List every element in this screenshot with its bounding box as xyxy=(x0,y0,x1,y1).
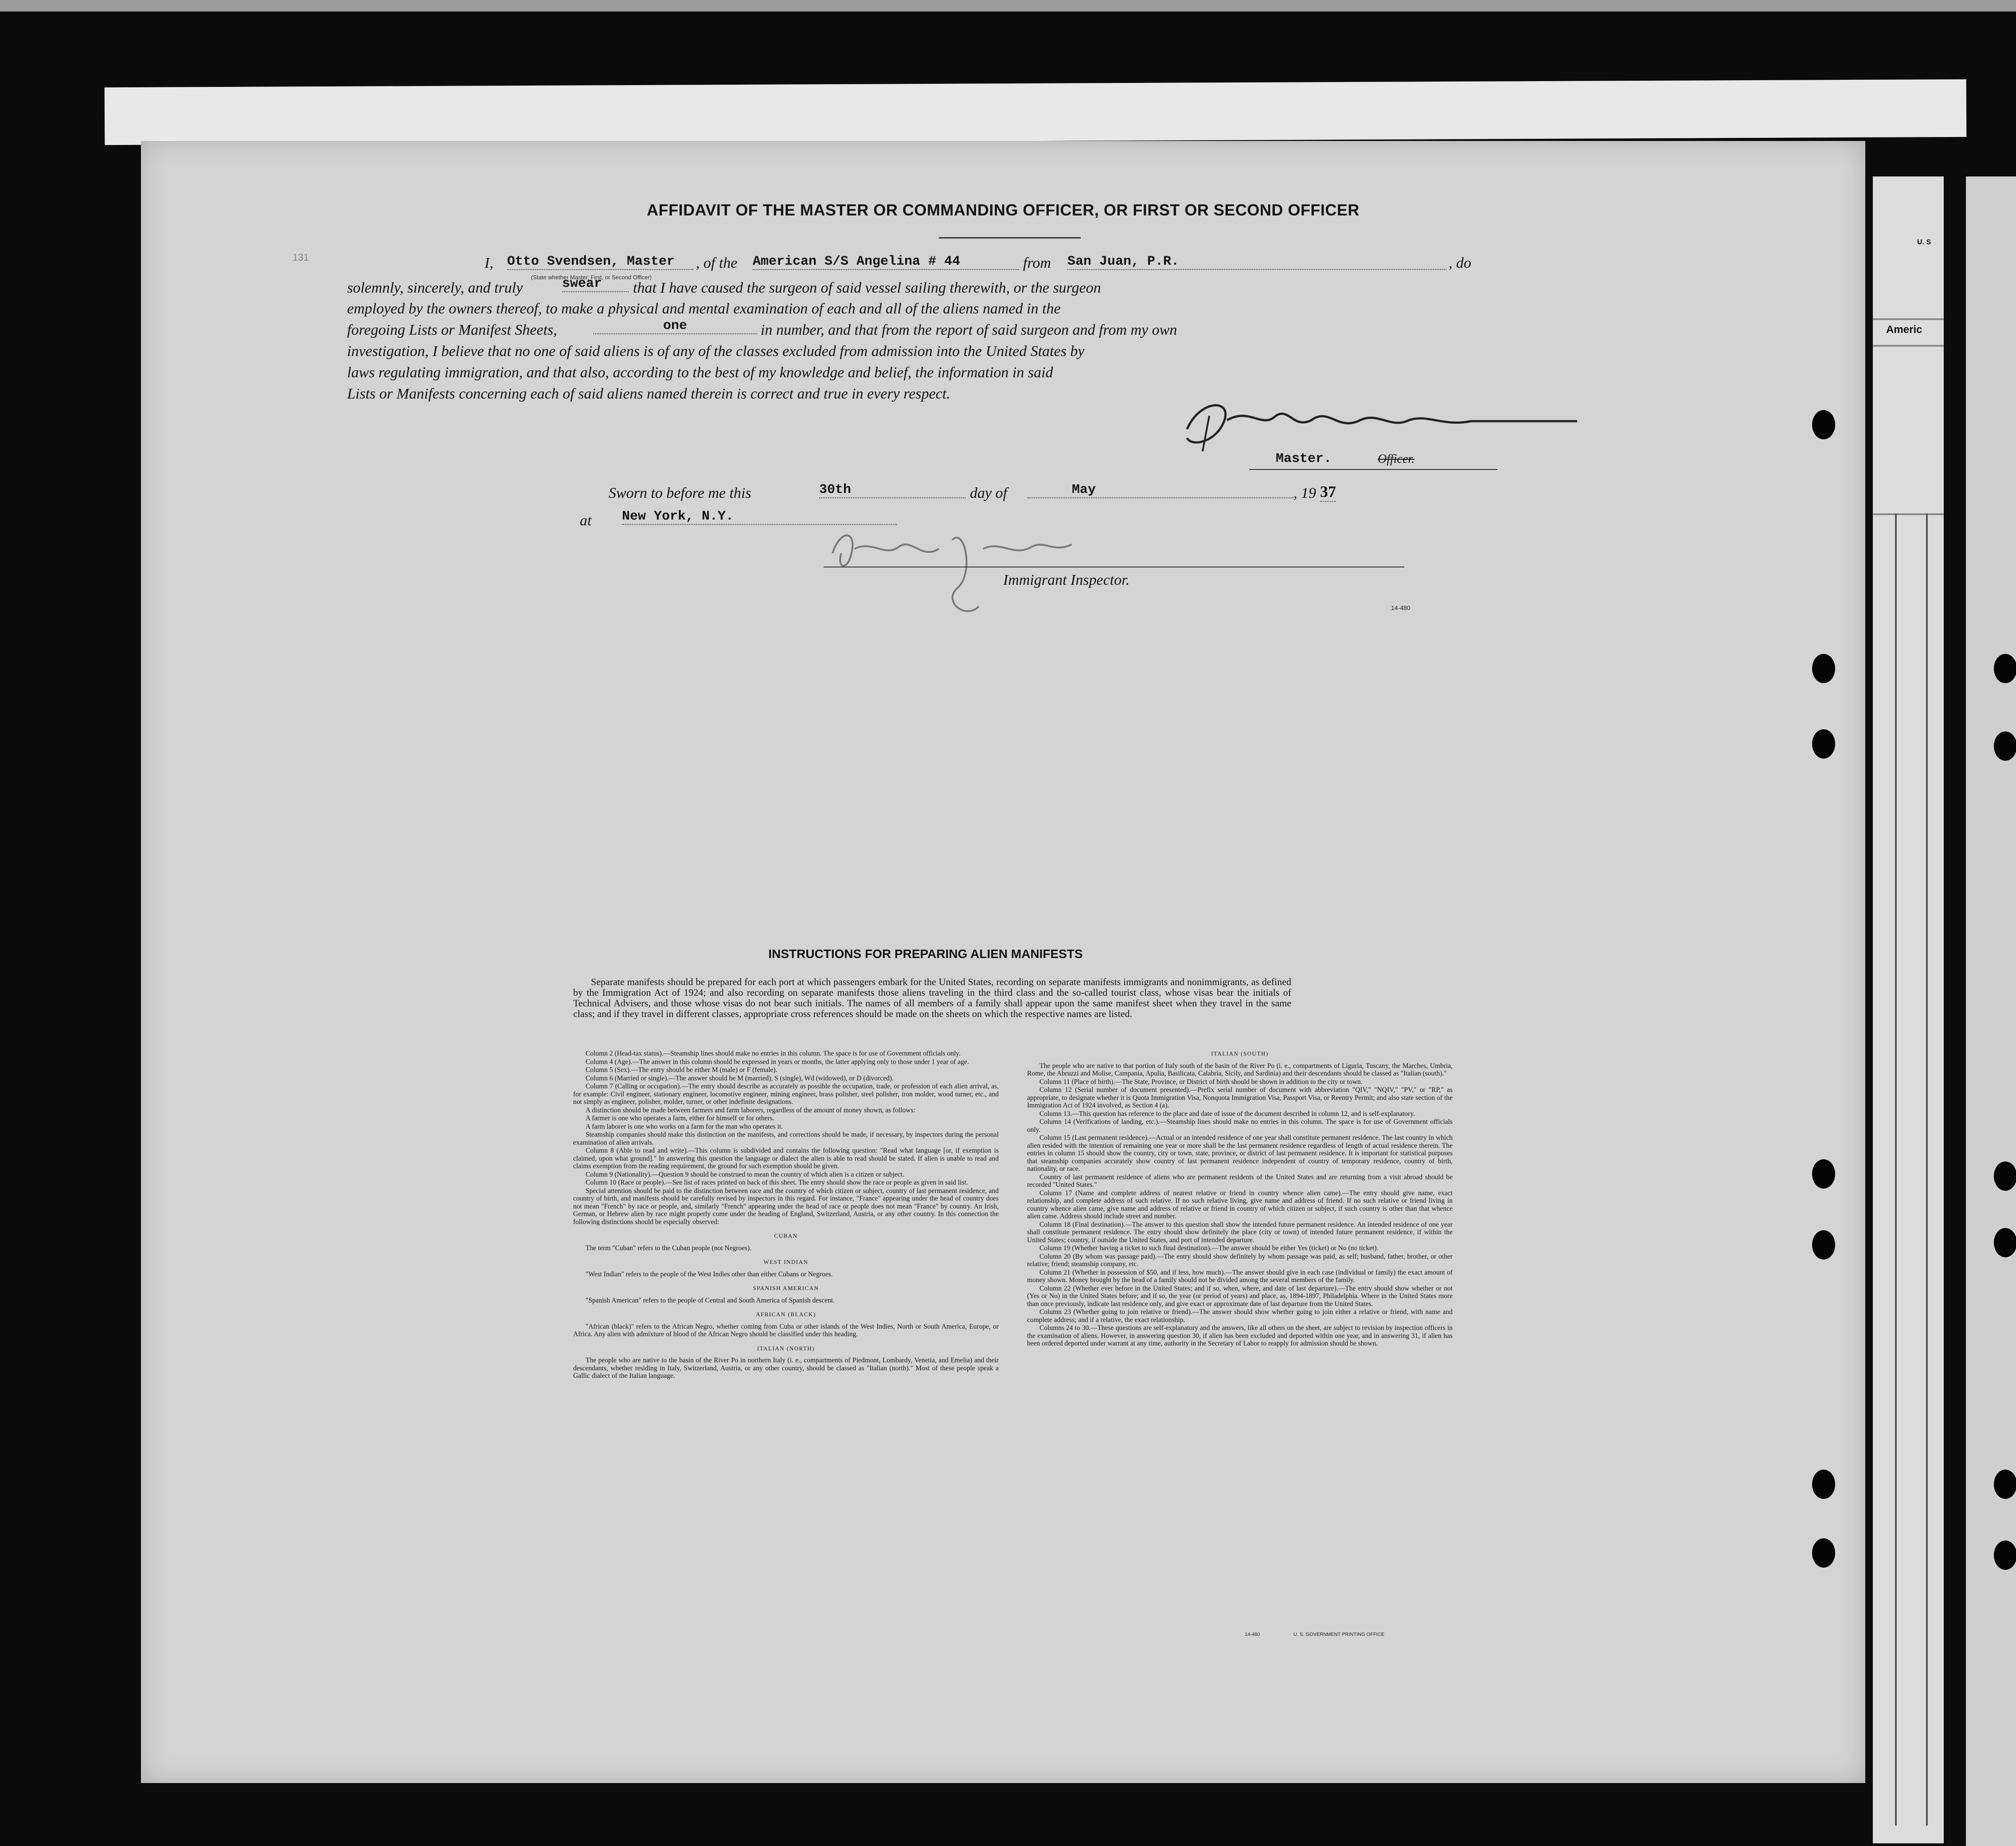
instruction-paragraph: Column 6 (Married or single).—The answer should be M (married), S (single), Wd (widowed), or D (divorced). xyxy=(586,1074,894,1082)
punch-hole xyxy=(1812,1159,1835,1189)
inspector-title: Immigrant Inspector. xyxy=(1003,572,1130,588)
day-field: 30th xyxy=(819,482,965,498)
affidavit-line-3: employed by the owners thereof, to make a physical and mental examination of each and all of the aliens named in the xyxy=(347,301,1061,317)
instruction-paragraph: Column 4 (Age).—The answer in this column should be expressed in years or months, the latter applying only to those under 1 year of age. xyxy=(586,1058,969,1066)
faint-stamp: 131 xyxy=(293,252,309,263)
port-field: San Juan, P.R. xyxy=(1067,254,1446,270)
officer-struck: Officer. xyxy=(1378,452,1415,466)
of-the-text: , of the xyxy=(696,255,738,271)
signature-rule xyxy=(1249,469,1497,470)
punch-hole xyxy=(1812,654,1835,683)
instruction-paragraph: Column 5 (Sex).—The entry should be either M (male) or F (female). xyxy=(586,1066,777,1074)
instruction-paragraph: Steamship companies should make this distinction on the manifests, and corrections should be made, if necessary, by inspectors during the personal examination of alien arrivals. xyxy=(573,1131,999,1146)
instructions-right-column xyxy=(1027,1050,1453,1348)
instruction-paragraph: Column 23 (Whether going to join relative or friend).—The answer should show whether going to join either a relative or friend, with name and complete address; and if a relative, the exact relationship. xyxy=(1027,1308,1453,1324)
at-text: at xyxy=(580,512,592,529)
punch-hole xyxy=(1812,1470,1835,1499)
instruction-paragraph: Column 2 (Head-tax status).—Steamship lines should make no entries in this column. The space is for use of Government officials only. xyxy=(586,1050,961,1057)
cuban-definition: The term "Cuban" refers to the Cuban people (not Negroes). xyxy=(586,1244,752,1252)
do-text: , do xyxy=(1449,255,1471,271)
instruction-paragraph: A distinction should be made between farmers and farm laborers, regardless of the amount of money shown, as follows: xyxy=(586,1106,915,1114)
instruction-paragraph: Column 17 (Name and complete address of nearest relative or friend in country whence alien came).—The entry should give name, exact relationship, and complete address of such relative. If no such relative living, give name and address of friend. If no such relative or friend living in country whence alien came, give name and address of relative or friend in country of which citizen or subject, if such country is other than that whence alien came. Address should include street and number. xyxy=(1027,1189,1453,1220)
punch-hole xyxy=(1812,1230,1835,1259)
oath-text-b: that I have caused the surgeon of said vessel sailing therewith, or the surgeon xyxy=(633,280,1101,296)
instruction-paragraph: Column 7 (Calling or occupation).—The entry should describe as accurately as possible the occupation, trade, or profession of each alien arrival, as, for example: Civil engineer, stationary engineer, locomotive engineer, mining engineer, brass polisher, steel polisher, iron molder, wood turner, etc., and not simply as engineer, polisher, molder, turner, or other indefinite designations. xyxy=(573,1083,999,1106)
state-note: (State whether Master, First, or Second Officer) xyxy=(531,274,652,281)
from-text: from xyxy=(1023,255,1051,271)
punch-hole xyxy=(1812,410,1835,439)
sheet-column-rule xyxy=(1926,513,1928,1826)
spanish-american-definition: "Spanish American" refers to the people of Central and South America of Spanish descent. xyxy=(586,1296,835,1304)
binder-clip xyxy=(105,79,1967,145)
instructions-left-column xyxy=(573,1050,999,1381)
instruction-paragraph: Column 21 (Whether in possession of $50, and if less, how much).—The answer should give in each case (individual or family) the exact amount of money shown. Money brought by the head of a family should not be divided among the several members of the family. xyxy=(1027,1268,1453,1284)
oath-field: swear xyxy=(562,276,629,292)
punch-hole xyxy=(1994,1162,2016,1191)
punch-hole xyxy=(1812,729,1835,759)
section-heading-italian-south: ITALIAN (SOUTH) xyxy=(1211,1050,1269,1057)
instruction-paragraph: Column 18 (Final destination).—The answer to this question shall show the intended future permanent residence. An intended residence of one year shall constitute permanent residence. The entry should show definitely the place (city or town) of intended future permanent residence, if within the United States; country, if outside the United States, and port of intended departure. xyxy=(1027,1220,1453,1244)
adjacent-sheet xyxy=(1873,176,1944,1843)
master-title: Master. xyxy=(1276,451,1332,466)
section-heading-west-indian: WEST INDIAN xyxy=(763,1259,809,1265)
sheet-corner-label: U. S xyxy=(1917,239,1931,246)
affidavit-line-6: laws regulating immigration, and that also, according to the best of my knowledge and belief, the information in said xyxy=(347,364,1053,381)
scanner-edge xyxy=(0,0,2016,12)
month-field: May xyxy=(1028,482,1293,498)
far-sheet xyxy=(1966,176,2016,1846)
sheet-column-rule xyxy=(1895,513,1897,1826)
affidavit-line-7: Lists or Manifests concerning each of said aliens named therein is correct and true in every respect. xyxy=(347,386,950,402)
instruction-paragraph: Column 8 (Able to read and write).—This column is subdivided and contains the following question: "Read what language [or, if exemption is claimed, upon what ground]." In answering this question the language or dialect the alien is able to read should be stated. If alien is unable to read and claims exemption from the reading requirement, the ground for such exemption should be given. xyxy=(573,1147,999,1170)
footer-form-number: 14-480 xyxy=(1245,1632,1260,1637)
year-prefix: , 19 xyxy=(1293,485,1316,501)
oath-text-a: solemnly, sincerely, and truly xyxy=(347,280,523,296)
form-number: 14-480 xyxy=(1391,604,1410,611)
instruction-paragraph: Column 15 (Last permanent residence).—Actual or an intended residence of one year shall constitute permanent residence. The last country in which alien resided with the intention of remaining one year or more shall be the last permanent residence regardless of length of actual residence therein. The entries in column 15 should show the country, city or town, state, province, or district of last permanent residence. It is important for statistical purposes that steamship companies accurately show country of last permanent residence independent of country of temporary residence, country of birth, nationality, or race. xyxy=(1027,1134,1453,1173)
affidavit-lead: I, xyxy=(484,255,493,271)
sheet-rule xyxy=(1873,345,1944,347)
punch-hole xyxy=(1994,1470,2016,1499)
section-heading-italian-north: ITALIAN (NORTH) xyxy=(757,1345,815,1352)
section-heading-african: AFRICAN (BLACK) xyxy=(756,1311,816,1318)
day-of-text: day of xyxy=(970,485,1008,501)
instruction-paragraph: Column 13.—This question has reference to the place and date of issue of the document described in column 12, and is self-explanatory. xyxy=(1039,1110,1415,1118)
manifest-page xyxy=(141,141,1865,1783)
sheets-text-b: in number, and that from the report of said surgeon and from my own xyxy=(761,322,1177,338)
instruction-paragraph: A farm laborer is one who works on a farm for the man who operates it. xyxy=(586,1122,783,1130)
place-field: New York, N.Y. xyxy=(622,509,897,525)
italian-north-definition: The people who are native to the basin of the River Po in northern Italy (i. e., compartments of Piedmont, Lombardy, Venetia, and Emelia) and their descendants, whether residing in Italy, Switzerland, Austria, or any other country, should be classed as "Italian (north)." Most of these people speak a Gallic dialect of the Italian language. xyxy=(573,1357,999,1380)
punch-hole xyxy=(1994,731,2016,761)
sheets-text-a: foregoing Lists or Manifest Sheets, xyxy=(347,322,557,338)
master-name-field: Otto Svendsen, Master xyxy=(507,254,693,270)
punch-hole xyxy=(1994,1228,2016,1257)
west-indian-definition: "West Indian" refers to the people of the West Indies other than either Cubans or Negroes. xyxy=(586,1270,833,1278)
instruction-paragraph: Column 14 (Verifications of landing, etc.).—Steamship lines should make no entries in this column. The space is for use of Government officials only. xyxy=(1027,1118,1453,1134)
section-heading-cuban: CUBAN xyxy=(774,1232,798,1239)
instruction-paragraph: Column 10 (Race or people).—See list of races printed on back of this sheet. The entry should show the race or people as given in said list. xyxy=(586,1179,968,1186)
instructions-title: INSTRUCTIONS FOR PREPARING ALIEN MANIFESTS xyxy=(768,947,1083,961)
section-heading-spanish-american: SPANISH AMERICAN xyxy=(753,1285,819,1291)
instruction-paragraph: Column 19 (Whether having a ticket to such final destination).—The answer should be either Yes (ticket) or No (no ticket). xyxy=(1039,1244,1379,1252)
instruction-paragraph: Column 9 (Nationality).—Question 9 should be construed to mean the country of which alien is a citizen or subject. xyxy=(586,1170,904,1178)
sheet-header: Americ xyxy=(1886,324,1922,336)
punch-hole xyxy=(1994,1541,2016,1570)
instruction-paragraph: Column 22 (Whether ever before in the United States; and if so, when, where, and date of last departure).—The entry should show whether or not (Yes or No) in the United States before; and if so, the year (or period of years) and place, as, 1894-1897, Philadelphia. Where in the United States more than once previously, indicate last residence only, and give exact or approximate date of last departure from the United States. xyxy=(1027,1284,1453,1308)
instruction-paragraph: Columns 24 to 30.—These questions are self-explanatory and the answers, like all others on the sheet, are subject to revision by inspection officers in the examination of aliens. However, in answering question 30, if alien has been excluded and deported within one year, and in answering 31, if alien has been ordered deported under warrant at any time, authority in the Secretary of Labor to reapply for admission should be shown. xyxy=(1027,1324,1453,1347)
master-signature xyxy=(1160,389,1604,456)
sheet-rule xyxy=(1873,318,1944,320)
instruction-paragraph: Column 11 (Place of birth).—The State, Province, or District of birth should be shown in addition to the city or town. xyxy=(1039,1078,1363,1086)
sheets-count-field: one xyxy=(593,318,757,334)
footer-printing-office: U. S. GOVERNMENT PRINTING OFFICE xyxy=(1293,1632,1385,1637)
punch-hole xyxy=(1812,1538,1835,1568)
punch-hole xyxy=(1994,654,2016,683)
instruction-paragraph: Special attention should be paid to the distinction between race and the country of which citizen or subject, country of last permanent residence, and country of birth, and manifests should be carefully revised by inspectors in this regard. For instance, "France" appearing under the head of country does not mean "French" by race or people, and, similarly "French" appearing under the head of race or people does not mean "France" by country. An Irish, German, or Hebrew alien by race might properly come under the heading of England, Switzerland, Austria, or any other country. In this connection the following distinctions should be especially observed: xyxy=(573,1187,999,1226)
sworn-text: Sworn to before me this xyxy=(609,485,751,501)
year-field: 37 xyxy=(1320,482,1336,502)
title-rule xyxy=(939,237,1081,239)
sheet-rule xyxy=(1873,513,1944,515)
instruction-paragraph: Country of last permanent residence of aliens who are permanent residents of the United States and are returning from a visit abroad should be recorded "United States." xyxy=(1027,1173,1453,1189)
instruction-paragraph: Column 20 (By whom was passage paid).—The entry should show definitely by whom passage was paid, as self; husband, father, brother, or other relative; friend; steamship company, etc. xyxy=(1027,1252,1453,1268)
instruction-paragraph: The people who are native to that portion of Italy south of the basin of the River Po (i. e., compartments of Liguria, Tuscany, the Marches, Umbria, Rome, the Abruzzi and Molise, Campania, Apulia, Basilicata, Calabria, Sicily, and Sardinia) and their descendants should be classed as "Italian (south)." xyxy=(1027,1062,1453,1077)
instructions-intro: Separate manifests should be prepared for each port at which passengers embark for the United States, recording on separate manifests immigrants and nonimmigrants, as defined by the Immigration Act of 1924; and also recording on separate manifests those aliens traveling in the third class and the so-called tourist class, whose visas bear the initials of Technical Advisers, and those whose visas do not bear such initials. The names of all members of a family shall appear upon the same manifest sheet when they travel in the same class; and if they travel in different classes, appropriate cross references should be made on the sheets on which the respective names are listed. xyxy=(573,976,1291,1019)
instruction-paragraph: Column 12 (Serial number of document presented).—Prefix serial number of document with abbreviation "QIV," "NQIV," "PV," or "RP," as appropriate, to designate whether it is Quota Immigration Visa, Nonquota Immigration Visa, Passport Visa, or Reentry Permit; and also state section of the Immigration Act of 1924 involved, as Section 4 (a). xyxy=(1027,1086,1453,1109)
vessel-field: American S/S Angelina # 44 xyxy=(753,254,1019,270)
african-definition: "African (black)" refers to the African Negro, whether coming from Cuba or other islands of the West Indies, North or South America, Europe, or Africa. Any alien with admixture of blood of the African Negro should be classified under this heading. xyxy=(573,1322,999,1338)
affidavit-line-5: investigation, I believe that no one of said aliens is of any of the classes excluded from admission into the United States by xyxy=(347,343,1085,360)
instruction-paragraph: A farmer is one who operates a farm, either for himself or for others. xyxy=(586,1115,774,1122)
affidavit-title: AFFIDAVIT OF THE MASTER OR COMMANDING OFFICER, OR FIRST OR SECOND OFFICER xyxy=(647,201,1360,219)
